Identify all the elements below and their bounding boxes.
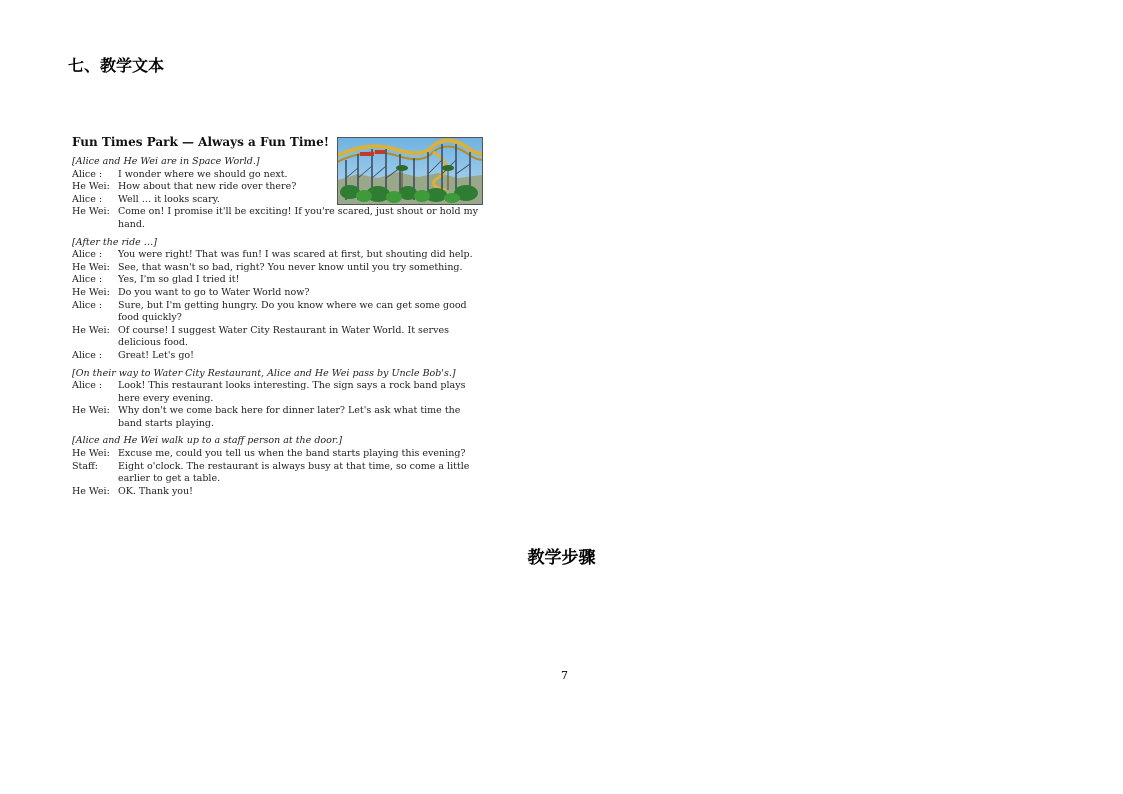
speaker: Alice : xyxy=(72,299,103,311)
stage-direction: [Alice and He Wei walk up to a staff person at the door.] xyxy=(72,435,343,447)
dialogue-body xyxy=(72,156,482,498)
page-number: 7 xyxy=(561,669,568,682)
speech: Excuse me, could you tell us when the band starts playing this evening? xyxy=(118,448,466,460)
speaker: Staff: xyxy=(72,460,98,472)
speaker: Alice : xyxy=(72,380,103,392)
speaker: He Wei: xyxy=(72,206,110,218)
dialogue-line xyxy=(72,274,482,287)
speech: Eight o'clock. The restaurant is always busy at that time, so come a little earlier to get a table. xyxy=(118,460,470,485)
dialogue-line xyxy=(72,169,482,182)
speaker: He Wei: xyxy=(72,261,110,273)
speaker: Alice : xyxy=(72,349,103,361)
speech: Do you want to go to Water World now? xyxy=(118,286,310,298)
speaker: He Wei: xyxy=(72,448,110,460)
dialogue-line xyxy=(72,206,482,231)
dialogue-line xyxy=(72,181,482,194)
speaker: Alice : xyxy=(72,193,103,205)
speaker: He Wei: xyxy=(72,286,110,298)
dialogue-line xyxy=(72,287,482,300)
speaker: He Wei: xyxy=(72,181,110,193)
speech: Look! This restaurant looks interesting. The sign says a rock band plays here every evening. xyxy=(118,380,466,404)
speech: Why don't we come back here for dinner later? Let's ask what time the band starts playing. xyxy=(118,405,461,429)
dialogue-line xyxy=(72,262,482,275)
dialogue-line xyxy=(72,448,482,461)
stage-direction: [Alice and He Wei are in Space World.] xyxy=(72,156,260,167)
speaker: He Wei: xyxy=(72,485,110,497)
dialogue-line xyxy=(72,486,482,499)
dialogue-line xyxy=(72,380,482,405)
speaker: Alice : xyxy=(72,249,103,261)
speaker: Alice : xyxy=(72,274,103,286)
speech: You were right! That was fun! I was scared at first, but shouting did help. xyxy=(118,249,473,261)
dialogue-line xyxy=(72,249,482,262)
speech: Come on! I promise it'll be exciting! If you're scared, just shout or hold my hand. xyxy=(118,206,479,230)
dialogue-line xyxy=(72,300,482,325)
section-heading: 七、教学文本 xyxy=(68,56,165,75)
dialogue-line xyxy=(72,461,482,486)
dialogue-line xyxy=(72,325,482,350)
stage-direction: [On their way to Water City Restaurant, Alice and He Wei pass by Uncle Bob's.] xyxy=(72,367,456,379)
stage-direction: [After the ride …] xyxy=(72,236,158,248)
dialogue-line xyxy=(72,350,482,363)
speech: See, that wasn't so bad, right? You never know until you try something. xyxy=(118,261,463,273)
speech: Well … it looks scary. xyxy=(118,193,220,205)
speech: OK. Thank you! xyxy=(118,485,193,497)
speech: I wonder where we should go next. xyxy=(118,168,288,180)
speaker: He Wei: xyxy=(72,405,110,417)
speech: Sure, but I'm getting hungry. Do you know where we can get some good food quickly? xyxy=(118,299,467,324)
speaker: Alice : xyxy=(72,168,103,180)
speech: How about that new ride over there? xyxy=(118,181,297,193)
dialogue-line xyxy=(72,194,482,207)
dialogue-title: Fun Times Park — Always a Fun Time! xyxy=(72,135,330,149)
speech: Of course! I suggest Water City Restaurant in Water World. It serves delicious food. xyxy=(118,324,449,349)
dialogue-line xyxy=(72,405,482,430)
teaching-steps-title: 教学步骤 xyxy=(527,548,596,568)
speech: Great! Let's go! xyxy=(118,349,194,361)
speech: Yes, I'm so glad I tried it! xyxy=(118,274,240,286)
speaker: He Wei: xyxy=(72,324,110,336)
